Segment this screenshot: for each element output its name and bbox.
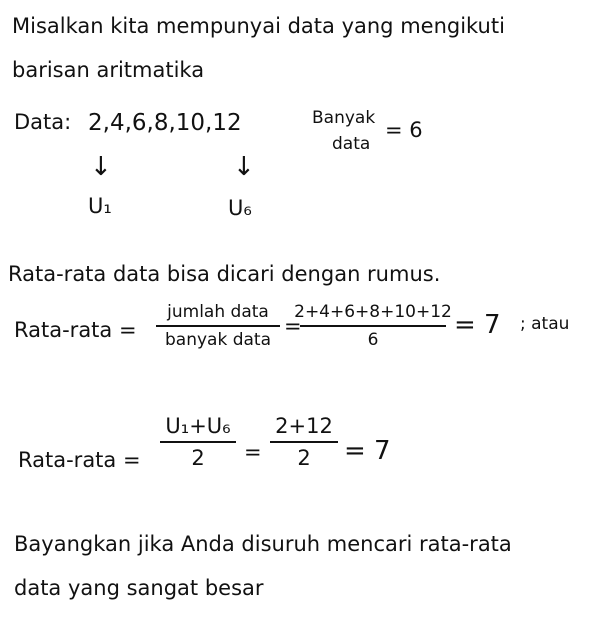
formula1-result: = 7 bbox=[454, 310, 501, 340]
data-label: Data: bbox=[14, 110, 72, 134]
formula1-fraction-2 bbox=[294, 302, 452, 350]
formula1-numerator-2: 2+4+6+8+10+12 bbox=[294, 302, 452, 322]
formula1-tail: ; atau bbox=[520, 314, 570, 334]
formula1-denominator-2: 6 bbox=[367, 330, 379, 350]
formula1-lhs: Rata-rata = bbox=[14, 318, 137, 342]
formula2-fraction bbox=[160, 414, 236, 470]
formula2-fraction-2 bbox=[270, 414, 338, 470]
formula2-lhs: Rata-rata = bbox=[18, 448, 141, 472]
intro-line-1: Misalkan kita mempunyai data yang mengikuti bbox=[12, 14, 505, 38]
formula2-numerator-2: 2+12 bbox=[275, 414, 333, 438]
count-label-1: Banyak bbox=[312, 108, 376, 128]
closing-line-2: data yang sangat besar bbox=[14, 576, 264, 600]
intro-line-2: barisan aritmatika bbox=[12, 58, 205, 82]
count-value: = 6 bbox=[385, 118, 423, 142]
first-term-label: U₁ bbox=[88, 194, 112, 218]
formula2-result: = 7 bbox=[344, 436, 391, 466]
formula-intro: Rata-rata data bisa dicari dengan rumus. bbox=[8, 262, 441, 286]
formula2-denominator: 2 bbox=[191, 446, 205, 470]
arrow-down-icon: ↓ bbox=[90, 152, 112, 182]
formula1-denominator: banyak data bbox=[164, 330, 271, 350]
arrow-down-icon: ↓ bbox=[233, 152, 255, 182]
formula2-denominator-2: 2 bbox=[297, 446, 311, 470]
closing-line-1: Bayangkan jika Anda disuruh mencari rata-rata bbox=[14, 532, 512, 556]
formula2-numerator: U₁+U₆ bbox=[165, 414, 231, 438]
formula1-fraction bbox=[156, 302, 280, 350]
equals: = bbox=[284, 314, 302, 338]
count-label-2: data bbox=[332, 134, 371, 154]
last-term-label: U₆ bbox=[228, 196, 252, 220]
equals: = bbox=[244, 440, 262, 464]
data-values: 2,4,6,8,10,12 bbox=[88, 110, 242, 136]
formula1-numerator: jumlah data bbox=[167, 302, 269, 322]
